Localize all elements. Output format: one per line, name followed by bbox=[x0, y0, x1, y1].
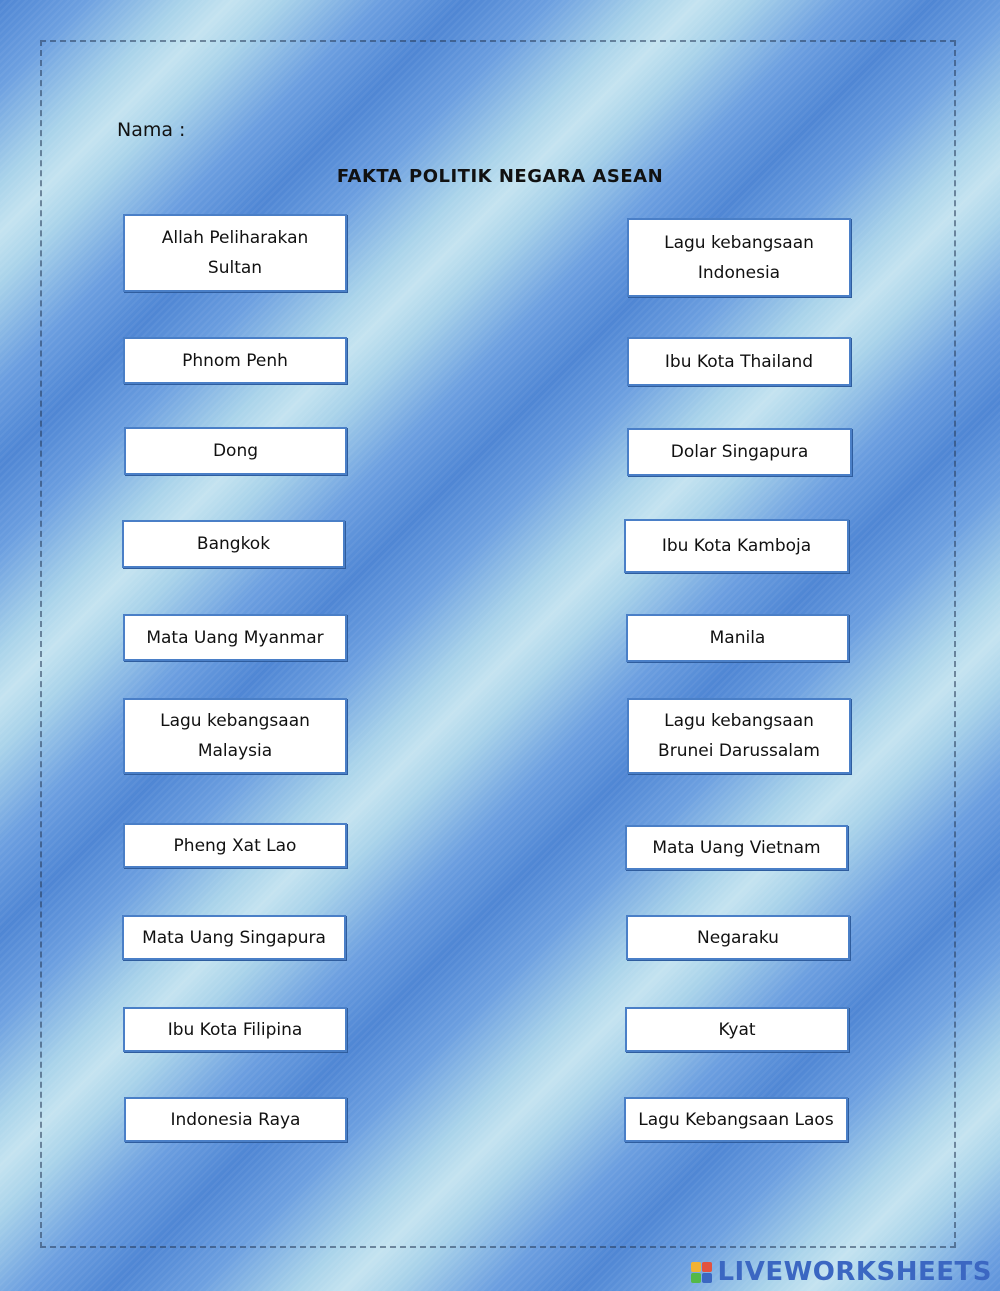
worksheet-title: FAKTA POLITIK NEGARA ASEAN bbox=[336, 166, 664, 187]
left-card-5[interactable]: Mata Uang Myanmar bbox=[123, 614, 347, 661]
right-card-5[interactable]: Manila bbox=[626, 614, 849, 662]
left-card-8[interactable]: Mata Uang Singapura bbox=[122, 915, 346, 960]
right-card-10[interactable]: Lagu Kebangsaan Laos bbox=[624, 1097, 848, 1142]
left-card-1[interactable]: Allah Peliharakan Sultan bbox=[123, 214, 347, 292]
left-card-7[interactable]: Pheng Xat Lao bbox=[123, 823, 347, 868]
logo-icon-square bbox=[691, 1262, 701, 1272]
right-card-9[interactable]: Kyat bbox=[625, 1007, 849, 1052]
left-card-4[interactable]: Bangkok bbox=[122, 520, 345, 568]
logo-icon-square bbox=[702, 1273, 712, 1283]
logo-icon-square bbox=[691, 1273, 701, 1283]
right-card-3[interactable]: Dolar Singapura bbox=[627, 428, 852, 476]
right-card-6[interactable]: Lagu kebangsaan Brunei Darussalam bbox=[627, 698, 851, 774]
left-card-2[interactable]: Phnom Penh bbox=[123, 337, 347, 384]
right-card-1[interactable]: Lagu kebangsaan Indonesia bbox=[627, 218, 851, 297]
liveworksheets-logo[interactable] bbox=[691, 1257, 992, 1287]
name-label: Nama : bbox=[117, 119, 186, 141]
logo-icon-square bbox=[702, 1262, 712, 1272]
left-card-9[interactable]: Ibu Kota Filipina bbox=[123, 1007, 347, 1052]
right-card-8[interactable]: Negaraku bbox=[626, 915, 850, 960]
right-card-4[interactable]: Ibu Kota Kamboja bbox=[624, 519, 849, 573]
left-card-10[interactable]: Indonesia Raya bbox=[124, 1097, 347, 1142]
left-card-3[interactable]: Dong bbox=[124, 427, 347, 475]
right-card-2[interactable]: Ibu Kota Thailand bbox=[627, 337, 851, 386]
left-card-6[interactable]: Lagu kebangsaan Malaysia bbox=[123, 698, 347, 774]
right-card-7[interactable]: Mata Uang Vietnam bbox=[625, 825, 848, 870]
logo-icon bbox=[691, 1262, 712, 1283]
logo-text: LIVEWORKSHEETS bbox=[717, 1257, 992, 1287]
